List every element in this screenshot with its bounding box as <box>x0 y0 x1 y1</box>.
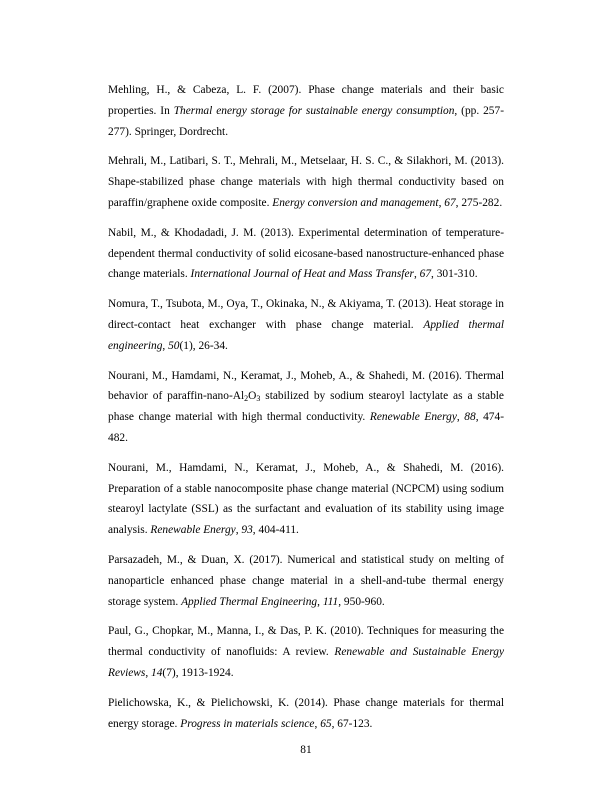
reference-details: , 404-411. <box>252 524 299 537</box>
reference-title: stabilized by sodium stearoyl lactylate as a stable phase change material with high thermal conductivity. <box>108 390 504 424</box>
reference-journal: International Journal of Heat and Mass Transfer <box>190 268 414 281</box>
reference-separator: , <box>456 411 465 424</box>
reference-volume: 65 <box>320 717 332 730</box>
reference-details: (1), 26-34. <box>179 339 228 352</box>
reference-details: , 275-282. <box>455 196 503 209</box>
reference-entry <box>108 294 504 356</box>
reference-details: , 950-960. <box>338 595 385 608</box>
reference-details: , (pp. 257-277). Springer, Dordrecht. <box>108 104 504 138</box>
reference-authors: Nourani, M., Hamdami, N., Keramat, J., Moheb, A., & Shahedi, M. (2016). Thermal behavior of paraffin-nano-Al <box>108 369 504 403</box>
reference-details: , 67-123. <box>331 717 373 730</box>
reference-journal: Renewable and Sustainable Energy Reviews <box>108 646 504 679</box>
reference-volume: 88 <box>464 411 476 424</box>
reference-separator: , <box>413 268 420 281</box>
reference-details: (7), 1913-1924. <box>162 666 234 679</box>
reference-entry <box>108 223 504 285</box>
reference-separator: , <box>162 339 169 352</box>
reference-authors: Nomura, T., Tsubota, M., Oya, T., Okinaka, N., & Akiyama, T. (2013). Heat storage in direct-contact heat exchanger with phase change material. <box>108 298 504 331</box>
reference-volume: 93 <box>241 524 253 537</box>
reference-volume: 14 <box>151 666 163 679</box>
reference-authors: Nourani, M., Hamdami, N., Keramat, J., Moheb, A., & Shahedi, M. (2016). Preparation of a stable nanocomposite phase change material (NCPCM) using sodium stearoyl lactylate (SSL) as the surfactant and evaluation of its stability using image analysis. <box>108 461 504 537</box>
reference-details: , 301-310. <box>431 268 478 281</box>
reference-journal: Applied Thermal Engineering <box>181 595 318 608</box>
reference-book-title: Thermal energy storage for sustainable energy consumption <box>173 104 455 117</box>
reference-entry <box>108 693 504 735</box>
reference-authors: Parsazadeh, M., & Duan, X. (2017). Numerical and statistical study on melting of nanoparticle enhanced phase change material in a shell-and-tube thermal energy storage system. <box>108 553 504 608</box>
reference-volume: 111 <box>322 595 339 608</box>
reference-journal: Progress in materials science <box>180 717 315 730</box>
reference-separator: , <box>145 666 152 679</box>
subscript-3: 3 <box>256 394 261 404</box>
reference-details: , 474-482. <box>108 411 504 444</box>
page-number: 81 <box>300 744 312 756</box>
reference-journal: Renewable Energy <box>369 411 457 424</box>
reference-authors: Mehrali, M., Latibari, S. T., Mehrali, M., Metselaar, H. S. C., & Silakhori, M. (2013). Shape-stabilized phase change materials with high thermal conductivity based on paraffin/graphene oxide composite. <box>108 155 504 209</box>
reference-entry <box>108 458 504 541</box>
reference-list <box>108 80 504 743</box>
subscript-2: 2 <box>244 394 249 404</box>
reference-separator: , <box>438 196 445 209</box>
reference-entry <box>108 366 504 449</box>
reference-journal: Energy conversion and management <box>272 196 439 209</box>
reference-volume: 67 <box>419 268 432 281</box>
reference-volume: 50 <box>168 339 180 352</box>
reference-journal: Renewable Energy <box>150 524 236 537</box>
reference-separator: , <box>235 524 242 537</box>
reference-authors: Paul, G., Chopkar, M., Manna, I., & Das, P. K. (2010). Techniques for measuring the thermal conductivity of nanofluids: A review. <box>108 625 504 659</box>
reference-authors: Mehling, H., & Cabeza, L. F. (2007). Phase change materials and their basic properties. In <box>108 84 504 117</box>
reference-authors: Pielichowska, K., & Pielichowski, K. (2014). Phase change materials for thermal energy storage. <box>108 696 504 730</box>
reference-journal: Applied thermal engineering <box>108 318 504 352</box>
formula-oxygen: O <box>248 390 257 403</box>
reference-authors: Nabil, M., & Khodadadi, J. M. (2013). Experimental determination of temperature-dependent thermal conductivity of solid eicosane-based nanostructure-enhanced phase change materials. <box>108 226 504 281</box>
reference-entry <box>108 621 504 683</box>
reference-entry <box>108 550 504 612</box>
reference-entry <box>108 80 504 142</box>
reference-separator: , <box>314 717 321 730</box>
reference-volume: 67 <box>444 196 456 209</box>
reference-entry <box>108 151 504 213</box>
reference-separator: , <box>317 595 323 608</box>
